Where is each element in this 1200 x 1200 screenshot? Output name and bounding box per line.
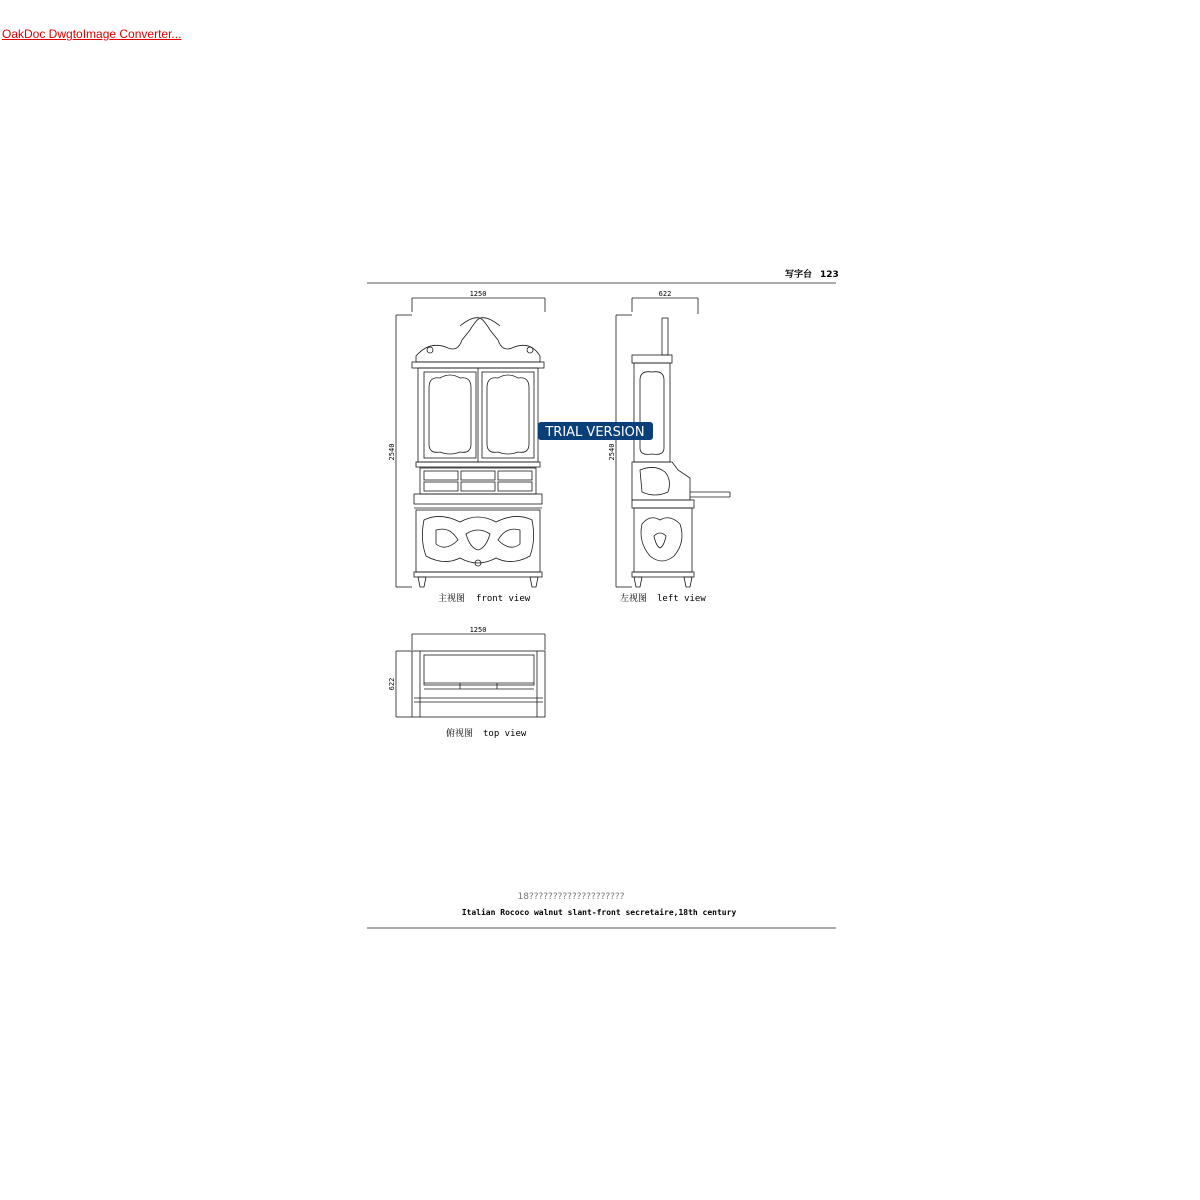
- top-depth-dimension: [396, 651, 412, 717]
- top-width-dimension: [412, 634, 545, 650]
- front-height-label: 2540: [388, 443, 396, 461]
- page-header: [367, 268, 839, 283]
- top-view-label-en: top view: [483, 729, 527, 739]
- left-view: [616, 298, 730, 587]
- left-width-dimension: [632, 298, 698, 314]
- top-depth-label: 622: [388, 677, 396, 691]
- front-view-label-cn: 主视图: [438, 594, 466, 604]
- left-upper-side: [634, 363, 670, 462]
- left-width-label: 622: [658, 290, 672, 298]
- watermark-text: TRIAL VERSION: [545, 425, 645, 440]
- top-view: [396, 634, 545, 717]
- front-left-foot: [418, 577, 426, 587]
- left-height-dimension: [616, 315, 632, 587]
- left-view-label-en: left view: [657, 594, 706, 604]
- left-front-foot: [634, 577, 642, 587]
- front-height-dimension: [396, 315, 412, 587]
- front-width-dimension: [412, 298, 545, 312]
- top-width-label: 1250: [469, 626, 487, 634]
- converter-link[interactable]: OakDoc DwgtoImage Converter...: [2, 27, 182, 41]
- left-crest-profile: [662, 318, 668, 355]
- front-view-label-en: front view: [476, 594, 531, 604]
- top-outline: [412, 651, 545, 717]
- top-view-label-cn: 俯视图: [446, 729, 474, 739]
- left-view-label-cn: 左视图: [620, 594, 648, 604]
- left-back-foot: [684, 577, 692, 587]
- front-right-foot: [530, 577, 538, 587]
- trial-watermark: [538, 422, 653, 440]
- caption-english: Italian Rococo walnut slant-front secretaire,18th century: [461, 908, 737, 917]
- left-lower-side: [634, 508, 692, 572]
- page-number: 123: [820, 270, 839, 280]
- left-height-label: 2540: [608, 443, 616, 461]
- caption-garbled: 18????????????????????: [517, 892, 625, 902]
- front-cornice: [412, 362, 544, 368]
- front-drawer-block: [420, 468, 536, 494]
- page-footer: [367, 892, 836, 928]
- front-left-door: [424, 372, 476, 458]
- front-view: [396, 298, 545, 587]
- front-width-label: 1250: [469, 290, 487, 298]
- front-right-door: [482, 372, 534, 458]
- header-category: 写字台: [785, 270, 813, 280]
- front-crest: [416, 318, 540, 362]
